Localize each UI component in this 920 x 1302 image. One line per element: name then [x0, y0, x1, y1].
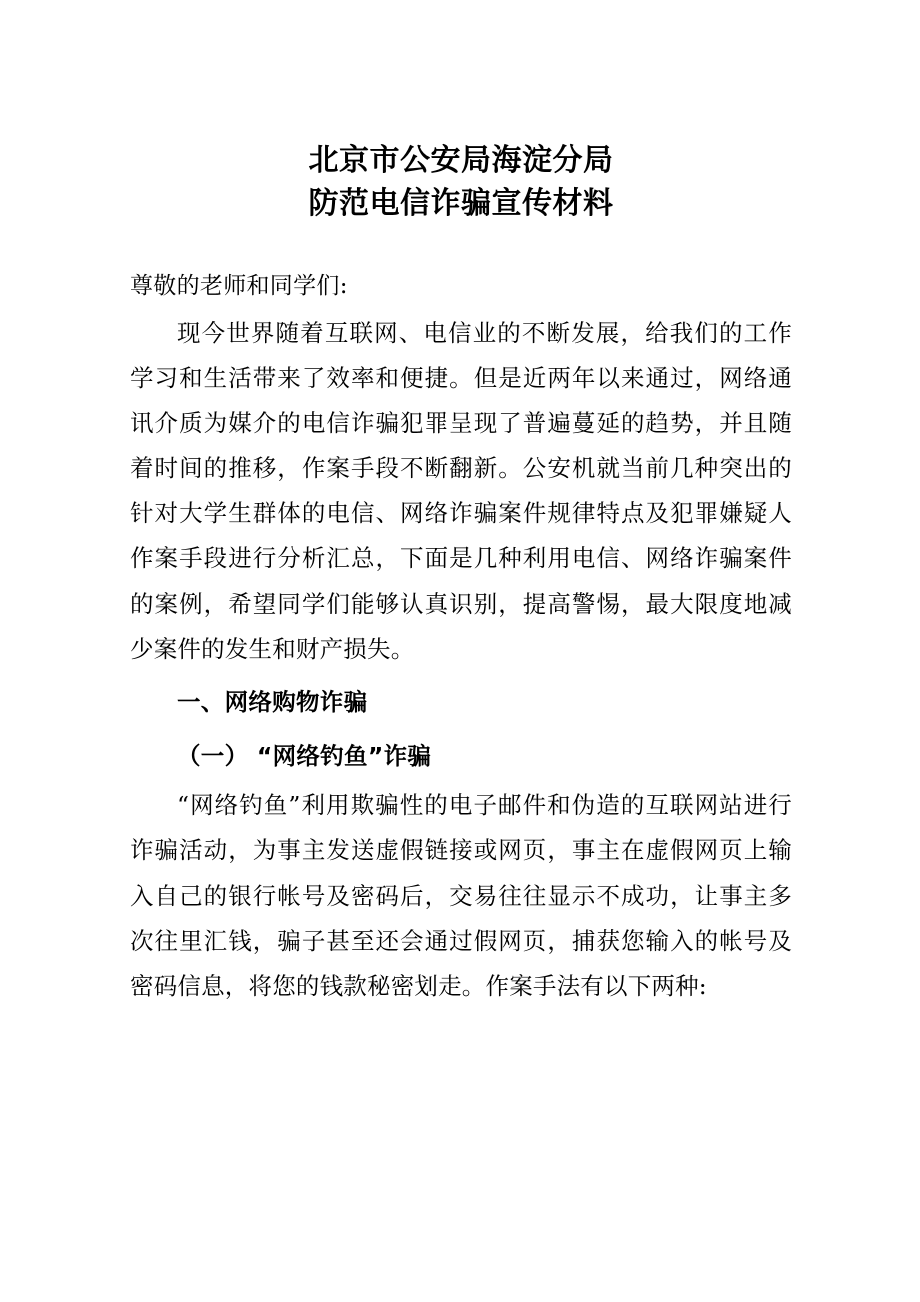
section-heading-online-shopping-fraud: 一、网络购物诈骗: [177, 687, 368, 716]
salutation: 尊敬的老师和同学们:: [130, 273, 348, 300]
phishing-paragraph: “网络钓鱼”利用欺骗性的电子邮件和伪造的互联网站进行诈骗活动，为事主发送虚假链接或网页，事主在虚假网页上输入自己的银行帐号及密码后，交易往往显示不成功，让事主多次往里汇钱，骗子甚至还会通过假网页，捕获您输入的帐号及密码信息，将您的钱款秘密划走。作案手法有以下两种:: [130, 791, 792, 1000]
document-title: [130, 140, 792, 225]
document-title-line-1: 北京市公安局海淀分局: [308, 143, 614, 178]
intro-paragraph: 现今世界随着互联网、电信业的不断发展，给我们的工作学习和生活带来了效率和便捷。但是近两年以来通过，网络通讯介质为媒介的电信诈骗犯罪呈现了普遍蔓延的趋势，并且随着时间的推移，作案手段不断翻新。公安机就当前几种突出的针对大学生群体的电信、网络诈骗案件规律特点及犯罪嫌疑人作案手段进行分析汇总，下面是几种利用电信、网络诈骗案件的案例，希望同学们能够认真识别，提高警惕，最大限度地减少案件的发生和财产损失。: [130, 318, 792, 663]
sub-heading-phishing-fraud: （一） “网络钓鱼”诈骗: [177, 741, 432, 770]
document-title-line-2: 防范电信诈骗宣传材料: [308, 185, 614, 221]
